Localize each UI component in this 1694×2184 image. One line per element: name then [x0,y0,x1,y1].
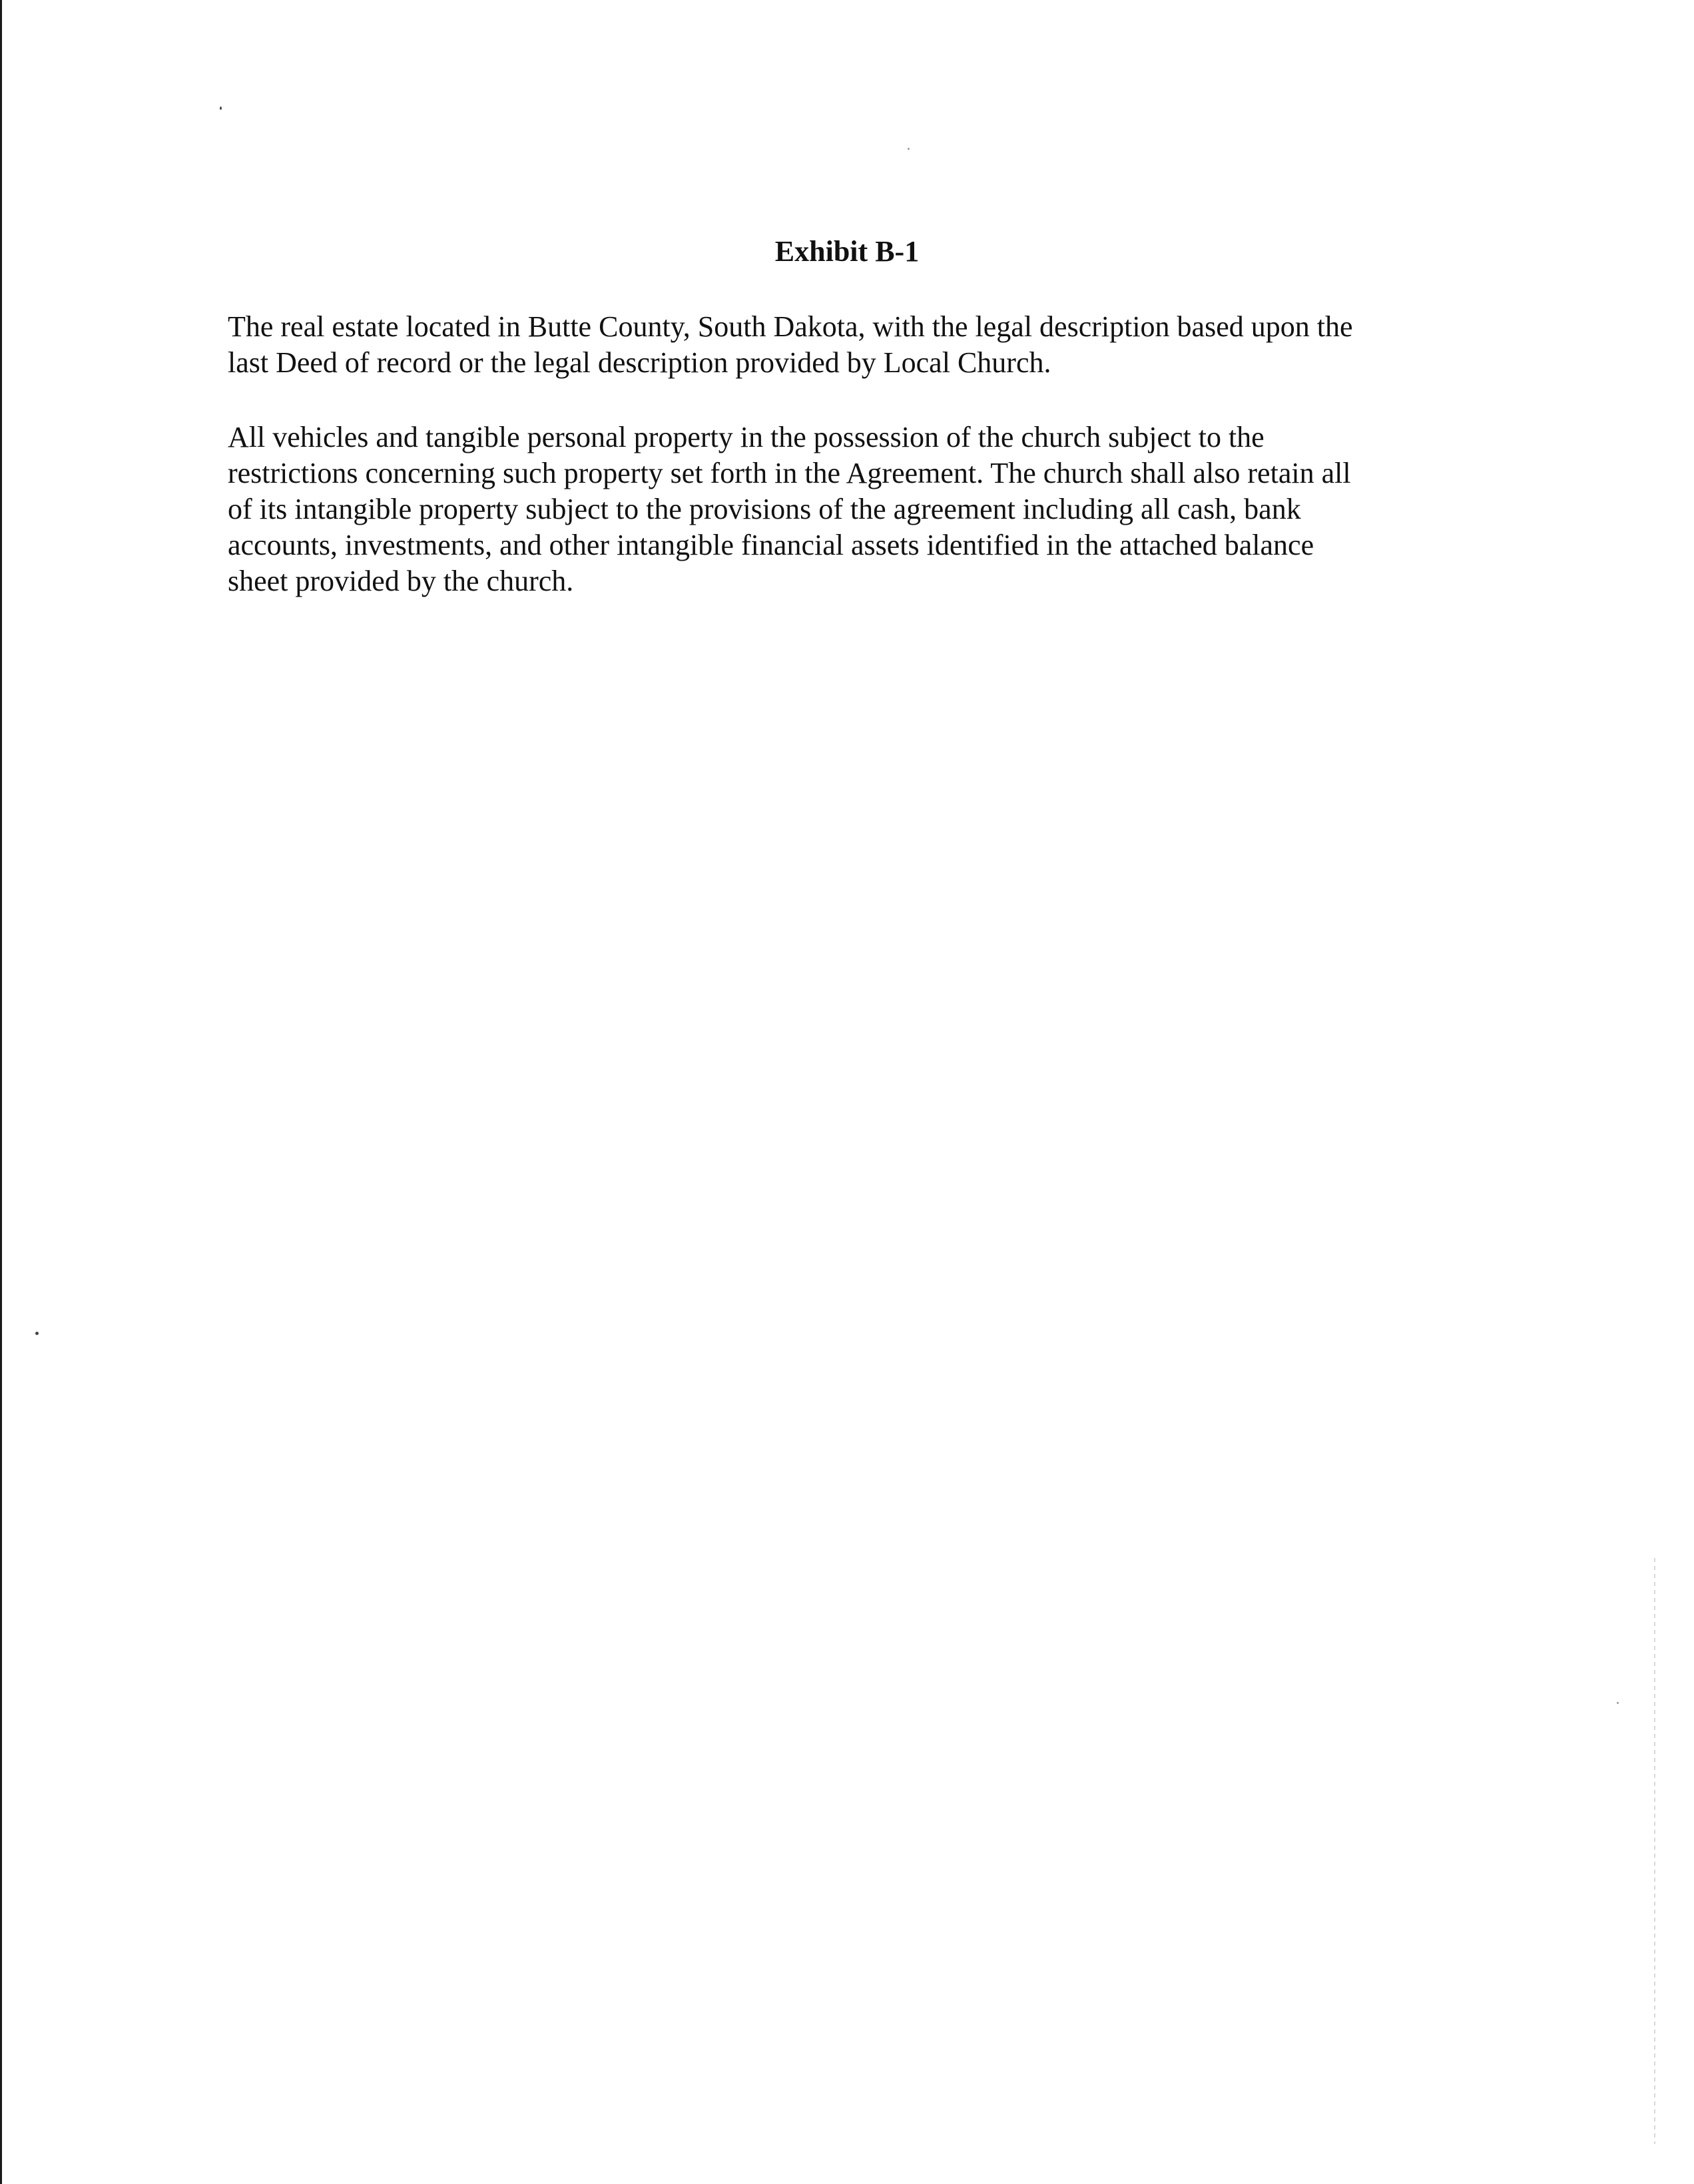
paragraph-line: All vehicles and tangible personal property in the possession of the church subject to the [228,421,1265,453]
paragraph-line: restrictions concerning such property set forth in the Agreement. The church shall also retain all [228,457,1351,489]
paragraph-line: accounts, investments, and other intangible financial assets identified in the attached balance [228,529,1314,561]
paragraph-line: last Deed of record or the legal description provided by Local Church. [228,346,1051,379]
scan-right-edge-artifact [1654,1558,1655,2144]
scan-speck [35,1332,39,1335]
paragraph-personal-property [228,419,1351,599]
paragraph-line: The real estate located in Butte County, South Dakota, with the legal description based upon the [228,310,1353,343]
scan-speck [1617,1702,1619,1704]
scan-left-edge [0,0,2,2184]
paragraph-line: of its intangible property subject to the provisions of the agreement including all cash, bank [228,493,1301,525]
paragraph-line: sheet provided by the church. [228,565,574,597]
scan-speck [220,107,222,110]
scan-speck [908,148,910,150]
exhibit-title: Exhibit B-1 [774,235,920,268]
paragraph-real-estate [228,309,1353,381]
